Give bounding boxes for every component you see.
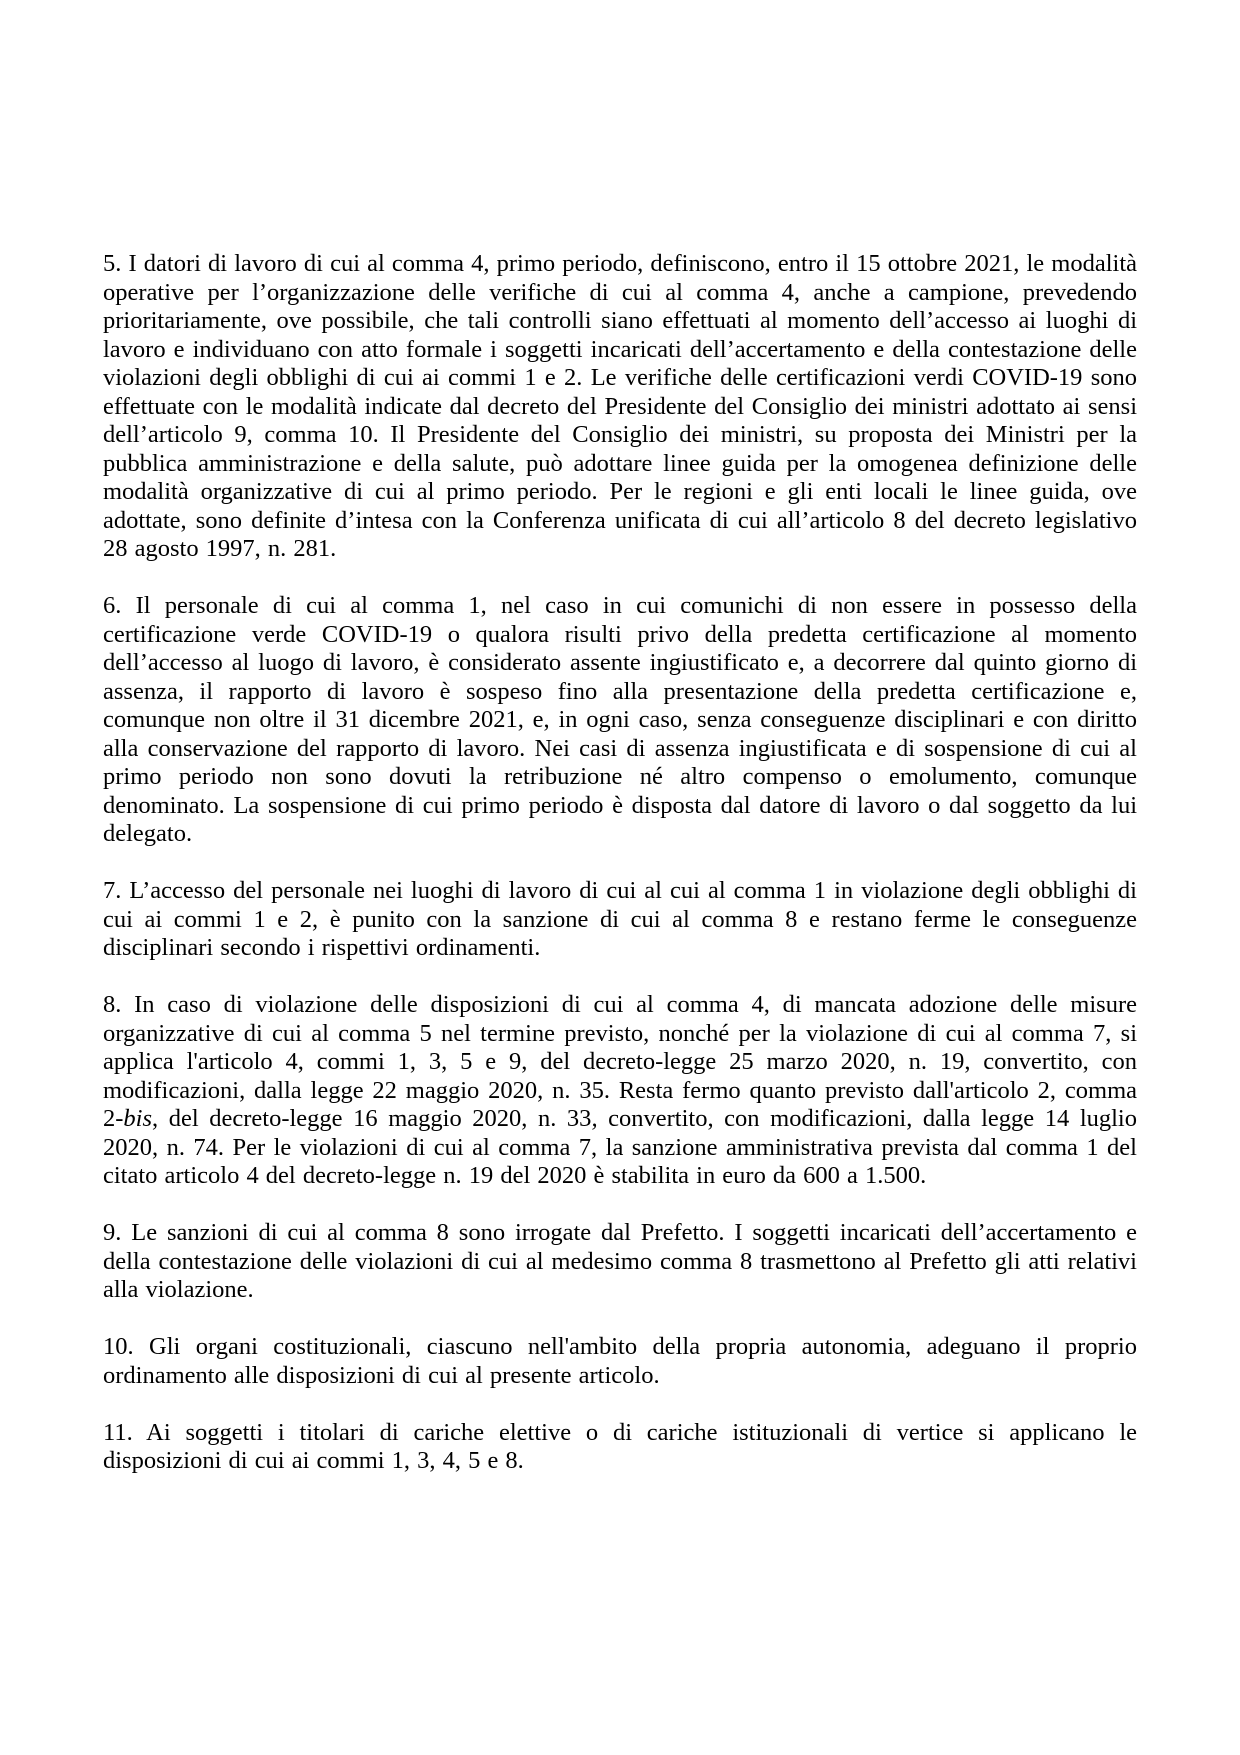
paragraph-comma-8 — [103, 991, 1137, 1191]
text-segment: 9. Le sanzioni di cui al comma 8 sono irrogate dal Prefetto. I soggetti incaricati dell’accertamento e della contestazione delle violazioni di cui al medesimo comma 8 trasmettono al Prefetto gli atti relativi alla violazione. — [103, 1219, 1137, 1303]
paragraph-comma-5 — [103, 250, 1137, 564]
italic-text-segment: , — [591, 1105, 598, 1132]
text-segment: 8. In caso di violazione delle disposizioni di cui al comma 4, di mancata adozione delle misure organizzative di cui al comma 5 nel termine previsto, nonché per la violazione di cui al comma 7, si applica l'articolo 4, commi 1, 3, 5 e 9, del decreto-legge 25 marzo 2020, n. 19, convertito, con modificazioni, dalla legge 22 maggio 2020, n. 35. Resta fermo quanto previsto dall'articolo 2, comma 2- — [103, 991, 1137, 1132]
text-segment: 6. Il personale di cui al comma 1, nel caso in cui comunichi di non essere in possesso della certificazione verde COVID-19 o qualora risulti privo della predetta certificazione al momento dell’accesso al luogo di lavoro, è considerato assente ingiustificato e, a decorrere dal quinto giorno di assenza, il rapporto di lavoro è sospeso fino alla presentazione della predetta certificazione e, comunque non oltre il 31 dicembre 2021, e, in ogni caso, senza conseguenze disciplinari e con diritto alla conservazione del rapporto di lavoro. Nei casi di assenza ingiustificata e di sospensione di cui al primo periodo non sono dovuti la retribuzione né altro compenso o emolumento, comunque denominato. La sospensione di cui primo periodo è disposta dal datore di lavoro o dal soggetto da lui delegato. — [103, 592, 1137, 847]
paragraph-comma-11 — [103, 1419, 1137, 1476]
text-segment: 5. I datori di lavoro di cui al comma 4, primo periodo, definiscono, entro il 15 ottobre 2021, le modalità operative per l’organizzazione delle verifiche di cui al comma 4, anche a campione, prevedendo prioritariamente, ove possibile, che tali controlli siano effettuati al momento dell’accesso ai luoghi di lavoro e individuano con atto formale i soggetti incaricati dell’accertamento e della contestazione delle violazioni degli obblighi di cui ai commi 1 e 2. Le verifiche delle certificazioni verdi COVID-19 sono effettuate con le modalità indicate dal decreto del Presidente del Consiglio dei ministri adottato ai sensi dell’articolo 9, comma 10. Il Presidente del Consiglio dei ministri, su proposta dei Ministri per la pubblica amministrazione e della salute, può adottare linee guida per la omogenea definizione delle modalità organizzative di cui al primo periodo. Per le regioni e gli enti locali le linee guida, ove adottate, sono definite d’intesa con la Conferenza unificata di cui all’articolo 8 del decreto legislativo 28 agosto 1997, n. 281. — [103, 250, 1137, 562]
text-segment: convertito, con modificazioni, dalla legge 14 luglio 2020, n. 74. Per le violazioni di cui al comma 7, la sanzione amministrativa prevista dal comma 1 del citato articolo 4 del decreto-legge n. 19 del 2020 è stabilita in euro da 600 a 1.500. — [103, 1105, 1137, 1189]
text-block — [103, 250, 1137, 1476]
text-segment: 11. Ai soggetti i titolari di cariche elettive o di cariche istituzionali di vertice si applicano le disposizioni di cui ai commi 1, 3, 4, 5 e 8. — [103, 1418, 1137, 1474]
paragraph-comma-10 — [103, 1333, 1137, 1390]
paragraph-comma-7 — [103, 877, 1137, 963]
text-segment: 7. L’accesso del personale nei luoghi di lavoro di cui al cui al comma 1 in violazione degli obblighi di cui ai commi 1 e 2, è punito con la sanzione di cui al comma 8 e restano ferme le conseguenze disciplinari secondo i rispettivi ordinamenti. — [103, 877, 1137, 961]
paragraph-comma-9 — [103, 1219, 1137, 1305]
text-segment: , del decreto-legge 16 maggio 2020, n. 33 — [152, 1105, 592, 1132]
paragraph-comma-6 — [103, 592, 1137, 849]
italic-text-segment: bis — [123, 1105, 153, 1132]
text-segment: 10. Gli organi costituzionali, ciascuno nell'ambito della propria autonomia, adeguano il proprio ordinamento alle disposizioni di cui al presente articolo. — [103, 1333, 1137, 1389]
